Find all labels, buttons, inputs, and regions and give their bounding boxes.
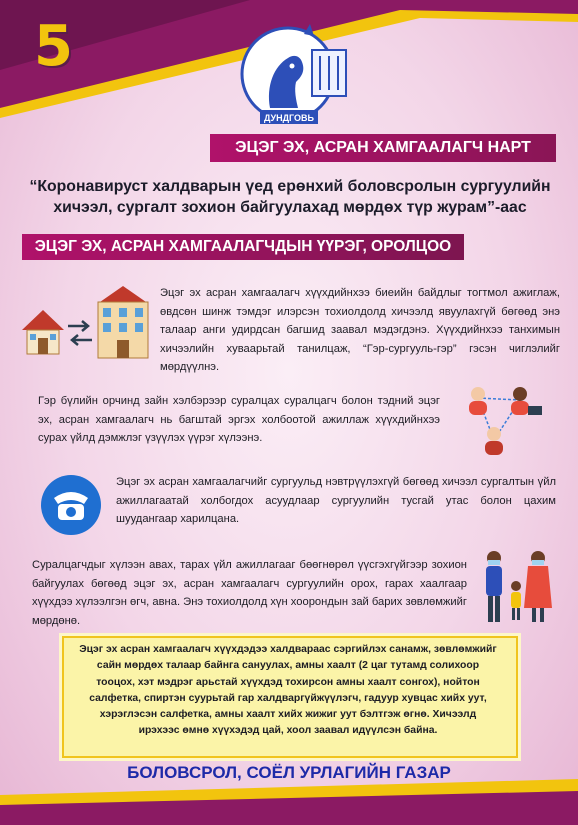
item-1-text: Эцэг эх асран хамгаалагч хүүхдийнхээ биеийн байдлыг тогтмол ажиглаж, өвдсөн шинж тэмдэг илэрсэн тохиолдолд хичээлд явуулахгүй бөгөөд энэ талаар анги удирдсан багшид заавал мэдэгдэнэ. Хүүхдийнхээ танхимын хичээлийн хуваарьтай танилцаж, “Гэр-сургууль-гэр” гэсэн чиглэлийг мөрдүүлнэ. bbox=[160, 287, 560, 374]
mongol-script-icon bbox=[312, 50, 346, 96]
exchange-arrows-icon bbox=[66, 318, 94, 348]
telephone-icon bbox=[40, 474, 102, 536]
subtitle-line-1: “Коронавируст халдварын үед ерөнхий боловсролын сургуулийн bbox=[29, 178, 551, 195]
item-2-text: Гэр бүлийн орчинд зайн хэлбэрээр суралцах суралцагч болон тэдний эцэг эх, асран хамгаалагч нь багштай эргэх холбоотой ажиллаж хүүхдийнхээ сурах үйлд дэмжлэг үзүүлэх үүрэг хүлээнэ. bbox=[38, 395, 440, 445]
item-3-text: Эцэг эх асран хамгаалагчийг сургуульд нэвтрүүлэхгүй бөгөөд хичээл сургалтын үйл ажиллагаатай холбогдох асуудлаар сургуулийн тусгай утас болон цахим шуудангаар харилцана. bbox=[116, 476, 556, 526]
organization-logo bbox=[240, 20, 360, 128]
family-masks-icon bbox=[476, 548, 560, 624]
subtitle bbox=[28, 176, 552, 218]
logo-text: ДУНДГОВЬ bbox=[264, 113, 314, 123]
note-text: Эцэг эх асран хамгаалагч хүүхдэдээ халдвараас сэргийлэх санамж, зөвлөмжийг сайн мөрдөх талаар байнга сануулах, амны хаалт (2 цаг тутамд солихоор тооцох, хэт мэдрэг арьстай хүүхдэд тохирсон амны хаалт сонгох), нойтон салфетка, спиртэн суурьтай гар халдваргүйжүүлэгч, гадуур хувцас хийх уут, хэрэглэсэн салфетка, амны хаалт хийх жижиг уут бэлтгэж өгнө. Хичээлд ирэхээс өмнө хүүхэдэд цай, хоол заавал идүүлсэн байна. bbox=[79, 644, 497, 737]
item-4-text: Суралцагчдыг хүлээн авах, тарах үйл ажиллагааг бөөгнөрөл үүсгэхгүйгээр зохион байгуулах бөгөөд эцэг эх, асран хамгаалагч сургуулийн орох, гарах хаалгаар хүүхдээ хүлээлгэн өгч, авна. Энэ тохиолдолд хүн хоорондын зай барих зөвлөмжийг мөрдөнө. bbox=[32, 559, 467, 627]
slide-number-badge: 5 bbox=[34, 14, 73, 79]
subtitle-line-2: хичээл, сургалт зохион байгуулахад мөрдөх түр журам”-аас bbox=[53, 199, 527, 216]
section-ribbon: ЭЦЭГ ЭХ, АСРАН ХАМГААЛАГЧДЫН ҮҮРЭГ, ОРОЛЦОО bbox=[22, 234, 464, 260]
people-network-icon bbox=[458, 380, 548, 460]
house-icon bbox=[18, 306, 68, 356]
school-building-icon bbox=[92, 280, 154, 360]
header-ribbon: ЭЦЭГ ЭХ, АСРАН ХАМГААЛАГЧ НАРТ bbox=[210, 134, 556, 162]
footer-organization: БОЛОВСРОЛ, СОЁЛ УРЛАГИЙН ГАЗАР bbox=[127, 763, 451, 782]
